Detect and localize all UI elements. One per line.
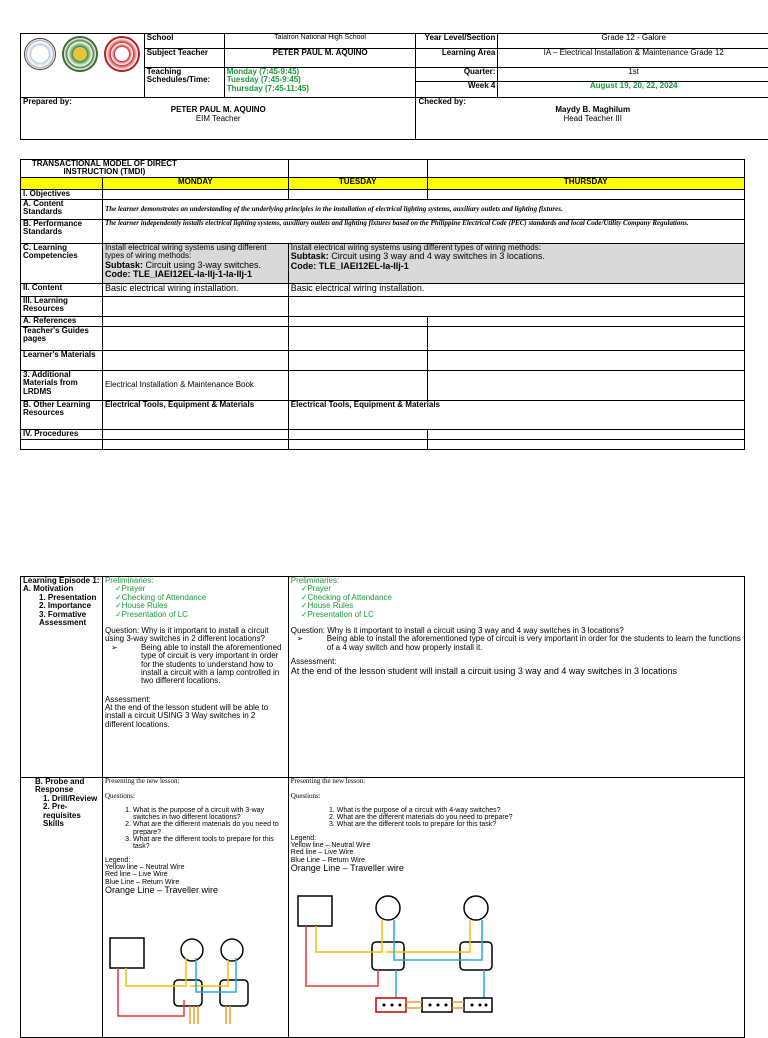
prelim-item: ✓ House Rules xyxy=(301,602,742,610)
mon-question: Question: Why is it important to install a circuit using 3-way switches in 2 different locations? xyxy=(104,625,269,644)
schedules-label: Teaching Schedules/Time: xyxy=(144,68,224,98)
prelim-item: ✓ Presentation of LC xyxy=(115,611,286,619)
question-item: 3. What are the different tools to prepare for this task? xyxy=(337,821,742,828)
prepared-cell xyxy=(21,98,416,140)
probe-item-1: 1. Drill/Review xyxy=(43,793,98,803)
tue-assessment-label: Assessment: xyxy=(290,657,337,667)
subject-teacher-label: Subject Teacher xyxy=(144,49,224,68)
legend-item: Red line – Live Wire xyxy=(104,871,168,879)
junction-box xyxy=(174,980,202,1006)
presenting-mon: Presenting the new lesson: xyxy=(104,777,180,785)
performance-standards-text: The learner independently installs electrical lighting systems, auxiliary outlets and lighting fixtures based on the Philippine Electrical Code (PEC) standards and local Code/Utility Company Regulations. xyxy=(102,220,744,244)
performance-standards-label: B. Performance Standards xyxy=(21,220,103,244)
resources-label: III. Learning Resources xyxy=(21,297,103,317)
question-item: 2. What are the different materials do you need to prepare? xyxy=(133,821,286,836)
quarter-value: 1st xyxy=(498,68,768,82)
week-value: August 19, 20, 22, 2024 xyxy=(498,82,768,98)
mon-assessment-label: Assessment: xyxy=(104,694,151,704)
presenting-tue: Presenting the new lesson: xyxy=(290,777,366,785)
content-tuesday: Basic electrical wiring installation. xyxy=(288,284,744,297)
day-header-thursday: THURSDAY xyxy=(427,178,744,190)
schedules-value xyxy=(224,68,416,98)
mon-assessment: At the end of the lesson student will be able to install a circuit USING 3 Way switches in 2 different locations. xyxy=(104,703,269,729)
junction-box xyxy=(372,942,404,970)
header-table xyxy=(20,33,768,140)
prepared-name: PETER PAUL M. AQUINO xyxy=(170,105,266,115)
lamp-icon xyxy=(221,939,243,961)
additional-materials-monday: Electrical Installation & Maintenance Book xyxy=(102,371,288,401)
content-standards-label: A. Content Standards xyxy=(21,200,103,220)
probe-label-cell xyxy=(21,778,103,1038)
lamp-icon xyxy=(181,939,203,961)
year-level-label: Year Level/Section xyxy=(416,34,498,49)
episode-item-1: 1. Presentation xyxy=(39,592,97,602)
questions-list-tue xyxy=(291,807,742,829)
tmdi-title: TRANSACTIONAL MODEL OF DIRECT INSTRUCTION (TMDI) xyxy=(21,160,289,178)
prelim-item: ✓ Checking of Attendance xyxy=(301,594,742,602)
prelim-item: ✓ Prayer xyxy=(301,585,742,593)
checked-title: Head Teacher III xyxy=(563,113,622,123)
question-item: 1. What is the purpose of a circuit with 3-way switches in two different locations? xyxy=(133,807,286,822)
procedures-label: IV. Procedures xyxy=(21,430,103,440)
source-box xyxy=(110,938,144,968)
return-wire xyxy=(394,920,482,960)
tue-answer: ➢ Being able to install the aforementioned type of circuit is very important in order for the students to learn the functions of a 4 way switch and how properly install it. xyxy=(291,635,742,652)
neutral-wire xyxy=(126,958,186,986)
prelim-item: ✓ Prayer xyxy=(115,585,286,593)
legend-item: Yellow line – Neutral Wire xyxy=(104,864,185,872)
checked-label: Checked by: xyxy=(418,97,467,106)
questions-label-mon: Questions: xyxy=(104,792,135,801)
prelim-list-mon xyxy=(105,585,286,619)
legend-item: Yellow line – Neutral Wire xyxy=(290,842,371,850)
probe-label-line1: B. Probe and Response xyxy=(35,777,85,795)
content-monday: Basic electrical wiring installation. xyxy=(102,284,288,297)
other-resources-label: B. Other Learning Resources xyxy=(21,401,103,430)
school-label: School xyxy=(144,34,224,49)
legend-orange: Orange Line – Traveller wire xyxy=(290,863,404,874)
day-header-monday: MONDAY xyxy=(102,178,288,190)
teachers-guides-label: Teacher's Guides pages xyxy=(21,327,103,351)
tue-assessment: At the end of the lesson student will install a circuit using 3 way and 4 way switches in 3 locations xyxy=(290,665,677,676)
mon-answer: ➢ Being able to install the aforementioned type of circuit is very important in order for the students to understand how to install a circuit with a lamp controlled in two different locations. xyxy=(105,644,286,686)
episode-label-cell xyxy=(21,577,103,778)
competencies-monday xyxy=(102,244,288,284)
content-label: II. Content xyxy=(21,284,103,297)
junction-box xyxy=(220,980,248,1006)
schedule-thursday: Thursday (7:45-11:45) xyxy=(226,83,309,93)
prepared-title: EIM Teacher xyxy=(195,113,241,123)
comp-mon-subtask: Circuit using 3-way switches. xyxy=(142,259,262,270)
episode-item-3: 3. Formative Assessment xyxy=(39,609,87,627)
additional-materials-label: 3. Additional Materials from LRDMS xyxy=(21,371,103,401)
quarter-label: Quarter: xyxy=(416,68,498,82)
live-wire xyxy=(306,926,378,986)
traveller-wire xyxy=(406,1002,422,1008)
school-value: Talalron National High School xyxy=(224,34,416,49)
comp-mon-code: Code: TLE_IAEI12EL-Ia-IIj-1-Ia-IIj-1 xyxy=(104,269,252,280)
comp-mon-text: Install electrical wiring systems using different types of wiring methods: xyxy=(104,243,267,261)
episode-label-line1: Learning Episode 1: xyxy=(23,576,100,585)
other-resources-monday: Electrical Tools, Equipment & Materials xyxy=(102,401,288,430)
wiring-diagram-4way xyxy=(292,890,502,1024)
legend-label-mon: Legend: xyxy=(104,856,131,864)
learning-area-label: Learning Area xyxy=(416,49,498,68)
year-level-value: Grade 12 - Galore xyxy=(498,34,768,49)
schedule-tuesday: Tuesday (7:45-9:45) xyxy=(226,75,301,85)
lamp-icon xyxy=(464,896,488,920)
wiring-diagram-3way xyxy=(106,936,256,1024)
episode-label-line2: A. Motivation xyxy=(23,584,74,594)
objectives-label: I. Objectives xyxy=(21,190,103,200)
checked-cell xyxy=(416,98,768,140)
competencies-label: C. Learning Competencies xyxy=(21,244,103,284)
question-item: 2. What are the different materials do you need to prepare? xyxy=(337,814,742,821)
comp-mon-subtask-label: Subtask: xyxy=(104,259,143,270)
schedule-monday: Monday (7:45-9:45) xyxy=(226,67,300,76)
prelim-item: ✓ House Rules xyxy=(115,602,286,610)
competencies-tuesday xyxy=(288,244,744,284)
subject-teacher-value: PETER PAUL M. AQUINO xyxy=(224,49,416,68)
logo-cell xyxy=(21,34,145,98)
week-label: Week 4 xyxy=(416,82,498,98)
legend-orange: Orange Line – Traveller wire xyxy=(104,885,219,896)
probe-item-2: 2. Pre-requisites Skills xyxy=(43,802,81,828)
content-standards-text: The learner demonstrates an understanding of the underlying principles in the installation of electrical lighting systems, auxiliary outlets and lighting fixtures. xyxy=(102,200,744,220)
tue-question: Question: Why is it important to install a circuit using 3 way and 4 way switches in 3 locations? xyxy=(290,625,624,635)
other-resources-tuesday: Electrical Tools, Equipment & Materials xyxy=(288,401,744,430)
questions-label-tue: Questions: xyxy=(290,792,321,801)
episode-monday xyxy=(102,577,288,778)
switch-3way-icon xyxy=(464,998,492,1012)
questions-list-mon xyxy=(105,807,286,851)
tmdi-table xyxy=(20,159,745,450)
episode-item-2: 2. Importance xyxy=(39,601,92,611)
question-item: 1. What is the purpose of a circuit with 4-way switches? xyxy=(337,807,742,814)
traveller-wire xyxy=(452,1002,464,1008)
prelim-item: ✓ Checking of Attendance xyxy=(115,594,286,602)
source-box xyxy=(298,896,332,926)
comp-tue-code: Code: TLE_IAEI12EL-Ia-IIj-1 xyxy=(290,260,409,271)
question-item: 3. What are the different tools to prepare for this task? xyxy=(133,836,286,851)
learners-materials-label: Learner's Materials xyxy=(21,351,103,371)
legend-item: Blue Line – Return Wire xyxy=(104,878,180,886)
comp-tue-subtask: Circuit using 3 way and 4 way switches in 3 locations. xyxy=(328,251,545,262)
legend-label-tue: Legend: xyxy=(290,834,317,842)
learning-area-value: IA – Electrical Installation & Maintenance Grade 12 xyxy=(498,49,768,68)
day-header-tuesday: TUESDAY xyxy=(288,178,427,190)
references-label: A. References xyxy=(21,317,103,327)
comp-tue-subtask-label: Subtask: xyxy=(290,251,329,262)
prelim-list-tue xyxy=(291,585,742,619)
legend-item: Red line – Live Wire xyxy=(290,849,354,857)
comp-tue-text: Install electrical wiring systems using different types of wiring methods: xyxy=(290,243,541,252)
prelim-title-tue: Preliminaries: xyxy=(290,576,340,585)
junction-box xyxy=(460,942,492,970)
prepared-label: Prepared by: xyxy=(23,97,72,106)
checked-name: Maydy B. Maghilum xyxy=(555,105,631,115)
lamp-icon xyxy=(376,896,400,920)
neutral-wire xyxy=(386,920,470,952)
prelim-item: ✓ Presentation of LC xyxy=(301,611,742,619)
legend-item: Blue Line – Return Wire xyxy=(290,856,366,864)
episode-tuesday xyxy=(288,577,744,778)
prelim-title-mon: Preliminaries: xyxy=(104,576,154,585)
